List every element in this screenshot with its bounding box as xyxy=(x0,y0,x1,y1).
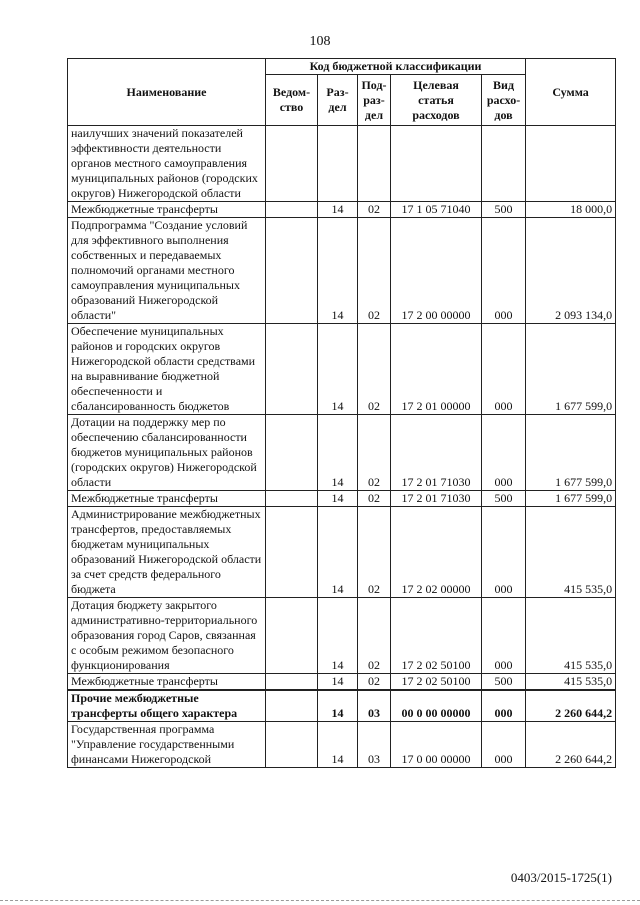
row-name: Дотации на поддержку мер по обеспечению сбалансированности бюджетов муниципальных районов (городских округов) Нижегородской области xyxy=(68,415,266,491)
row-expense-type: 000 xyxy=(482,218,526,324)
row-sum: 2 093 134,0 xyxy=(526,218,616,324)
row-podrazdel: 03 xyxy=(358,722,391,768)
row-expense-type: 000 xyxy=(482,415,526,491)
header-classification-group: Код бюджетной классификации xyxy=(266,59,526,75)
row-vedomstvo xyxy=(266,507,318,598)
row-sum: 415 535,0 xyxy=(526,598,616,674)
header-podrazdel: Под- раз- дел xyxy=(358,75,391,126)
row-razdel: 14 xyxy=(318,674,358,691)
row-razdel: 14 xyxy=(318,598,358,674)
row-razdel: 14 xyxy=(318,415,358,491)
header-sum: Сумма xyxy=(526,59,616,126)
row-name: Межбюджетные трансферты xyxy=(68,491,266,507)
row-sum xyxy=(526,126,616,202)
row-expense-type: 000 xyxy=(482,324,526,415)
header-name: Наименование xyxy=(68,59,266,126)
row-razdel: 14 xyxy=(318,722,358,768)
row-target-article: 17 2 01 71030 xyxy=(391,415,482,491)
row-podrazdel: 02 xyxy=(358,598,391,674)
row-vedomstvo xyxy=(266,324,318,415)
row-name: Обеспечение муниципальных районов и городских округов Нижегородской области средствами на выравнивание бюджетной обеспеченности и сбалансированность бюджетов xyxy=(68,324,266,415)
row-razdel: 14 xyxy=(318,690,358,722)
row-vedomstvo xyxy=(266,491,318,507)
row-expense-type: 000 xyxy=(482,598,526,674)
row-podrazdel: 02 xyxy=(358,674,391,691)
row-vedomstvo xyxy=(266,598,318,674)
row-sum: 1 677 599,0 xyxy=(526,415,616,491)
row-name: Межбюджетные трансферты xyxy=(68,202,266,218)
row-vedomstvo xyxy=(266,218,318,324)
budget-classification-table xyxy=(67,58,616,768)
row-target-article: 17 2 02 00000 xyxy=(391,507,482,598)
row-target-article: 17 2 02 50100 xyxy=(391,598,482,674)
row-expense-type: 000 xyxy=(482,722,526,768)
row-expense-type: 000 xyxy=(482,690,526,722)
table-row xyxy=(68,126,616,202)
row-target-article: 00 0 00 00000 xyxy=(391,690,482,722)
row-razdel: 14 xyxy=(318,324,358,415)
table-row xyxy=(68,674,616,691)
row-target-article: 17 2 02 50100 xyxy=(391,674,482,691)
row-target-article xyxy=(391,126,482,202)
row-vedomstvo xyxy=(266,415,318,491)
row-expense-type xyxy=(482,126,526,202)
row-podrazdel: 02 xyxy=(358,202,391,218)
row-podrazdel: 03 xyxy=(358,690,391,722)
row-podrazdel: 02 xyxy=(358,415,391,491)
table-row xyxy=(68,324,616,415)
row-podrazdel: 02 xyxy=(358,507,391,598)
row-target-article: 17 1 05 71040 xyxy=(391,202,482,218)
table-row-section-total xyxy=(68,690,616,722)
row-sum: 2 260 644,2 xyxy=(526,690,616,722)
table-row xyxy=(68,415,616,491)
row-vedomstvo xyxy=(266,126,318,202)
row-name: Подпрограмма "Создание условий для эффективного выполнения собственных и передаваемых полномочий органами местного самоуправления муниципальных образований Нижегородской области" xyxy=(68,218,266,324)
row-target-article: 17 2 01 71030 xyxy=(391,491,482,507)
row-vedomstvo xyxy=(266,722,318,768)
row-expense-type: 500 xyxy=(482,202,526,218)
document-code: 0403/2015-1725(1) xyxy=(510,870,612,885)
table-row xyxy=(68,722,616,768)
row-podrazdel xyxy=(358,126,391,202)
row-name: Прочие межбюджетные трансферты общего характера xyxy=(68,690,266,722)
row-name: Дотация бюджету закрытого административно-территориального образования город Саров, связанная с особым режимом безопасного функционирования xyxy=(68,598,266,674)
row-sum: 2 260 644,2 xyxy=(526,722,616,768)
row-sum: 18 000,0 xyxy=(526,202,616,218)
row-expense-type: 500 xyxy=(482,674,526,691)
row-target-article: 17 0 00 00000 xyxy=(391,722,482,768)
table-row xyxy=(68,598,616,674)
row-vedomstvo xyxy=(266,690,318,722)
header-target-article: Целевая статья расходов xyxy=(391,75,482,126)
row-sum: 415 535,0 xyxy=(526,674,616,691)
row-target-article: 17 2 00 00000 xyxy=(391,218,482,324)
row-name: наилучших значений показателей эффективности деятельности органов местного самоуправления муниципальных районов (городских округов) Нижегородской области xyxy=(68,126,266,202)
row-podrazdel: 02 xyxy=(358,218,391,324)
row-sum: 1 677 599,0 xyxy=(526,491,616,507)
row-razdel: 14 xyxy=(318,491,358,507)
row-name: Администрирование межбюджетных трансфертов, предоставляемых бюджетам муниципальных образований Нижегородской области за счет средств федерального бюджета xyxy=(68,507,266,598)
row-target-article: 17 2 01 00000 xyxy=(391,324,482,415)
row-razdel: 14 xyxy=(318,218,358,324)
row-vedomstvo xyxy=(266,202,318,218)
row-razdel: 14 xyxy=(318,507,358,598)
row-sum: 415 535,0 xyxy=(526,507,616,598)
row-name: Межбюджетные трансферты xyxy=(68,674,266,691)
table-row xyxy=(68,491,616,507)
table-row xyxy=(68,507,616,598)
table-row xyxy=(68,202,616,218)
table-row xyxy=(68,218,616,324)
row-vedomstvo xyxy=(266,674,318,691)
row-sum: 1 677 599,0 xyxy=(526,324,616,415)
row-expense-type: 000 xyxy=(482,507,526,598)
header-vedomstvo: Ведом- ство xyxy=(266,75,318,126)
page-number: 108 xyxy=(309,34,331,49)
row-razdel: 14 xyxy=(318,202,358,218)
header-expense-type: Вид расхо- дов xyxy=(482,75,526,126)
row-razdel xyxy=(318,126,358,202)
row-expense-type: 500 xyxy=(482,491,526,507)
page-bottom-divider xyxy=(0,900,640,901)
row-podrazdel: 02 xyxy=(358,324,391,415)
header-razdel: Раз- дел xyxy=(318,75,358,126)
row-podrazdel: 02 xyxy=(358,491,391,507)
row-name: Государственная программа "Управление государственными финансами Нижегородской xyxy=(68,722,266,768)
